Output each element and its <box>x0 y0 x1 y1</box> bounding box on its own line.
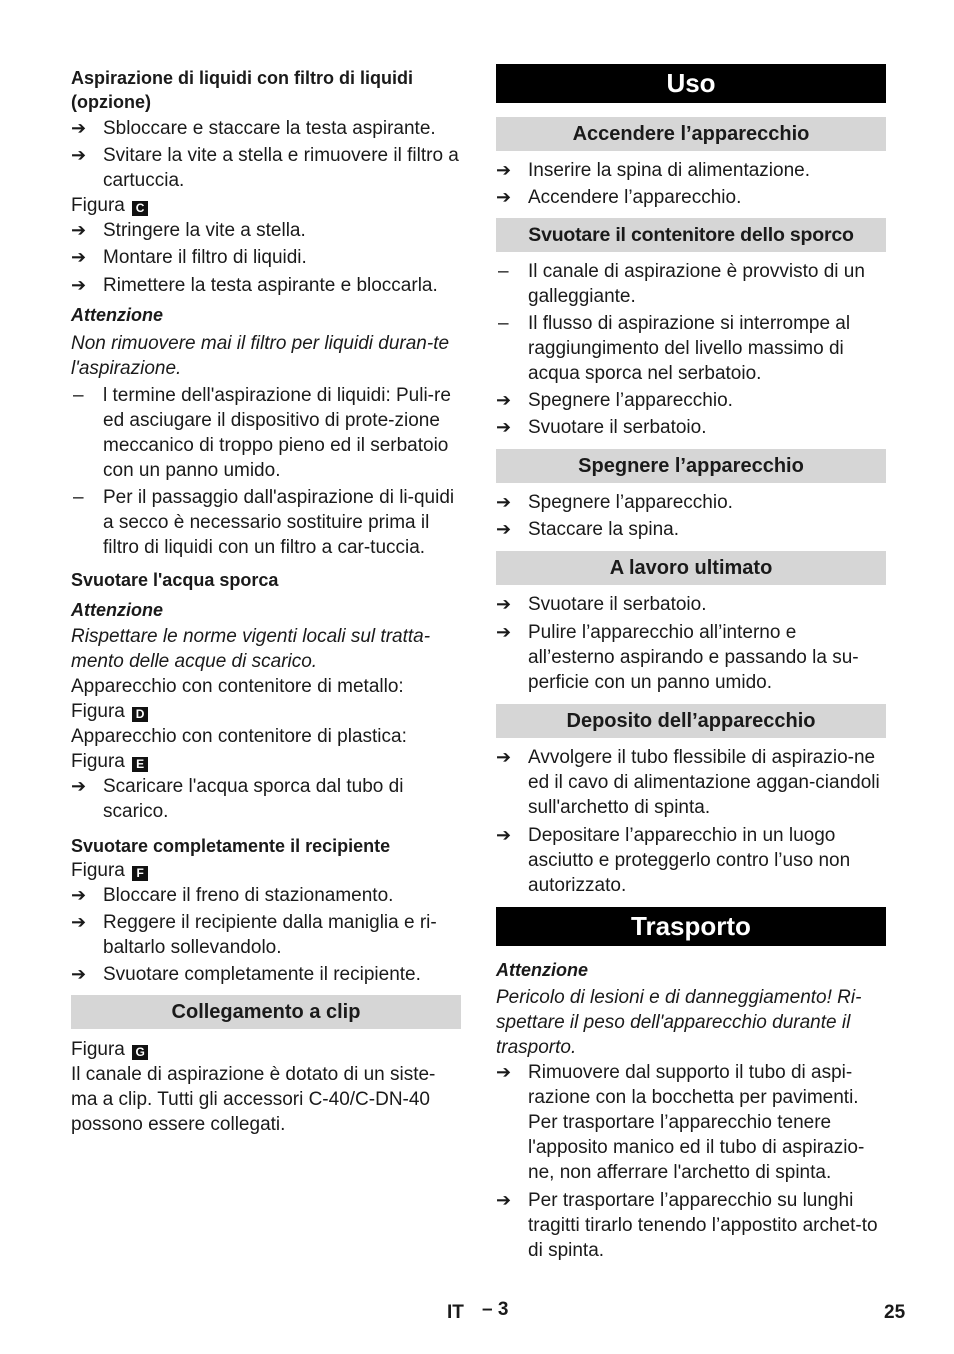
figure-ref: Figura E <box>71 749 461 774</box>
section-bar-clip: Collegamento a clip <box>71 995 461 1029</box>
step-item: ➔ Sbloccare e staccare la testa aspirante. <box>71 118 436 139</box>
arrow-right-icon: ➔ <box>71 247 87 267</box>
arrow-right-icon: ➔ <box>71 275 87 295</box>
section-bar-switch-off: Spegnere l’apparecchio <box>496 449 886 483</box>
step-item: ➔ Svuotare il serbatoio. <box>496 594 707 615</box>
step-item: ➔ Depositare l’apparecchio in un luogo asciutto e proteggerlo contro l’uso non autorizzato. <box>496 825 851 896</box>
arrow-right-icon: ➔ <box>496 1190 512 1210</box>
section-bar-switch-on: Accendere l’apparecchio <box>496 117 886 151</box>
metal-container-text: Apparecchio con contenitore di metallo: <box>71 676 404 697</box>
attention-label: Attenzione <box>496 960 588 980</box>
arrow-right-icon: ➔ <box>496 390 512 410</box>
arrow-right-icon: ➔ <box>71 220 87 240</box>
arrow-right-icon: ➔ <box>496 417 512 437</box>
right-column <box>496 64 886 1263</box>
arrow-right-icon: ➔ <box>496 747 512 767</box>
figure-g-badge: G <box>132 1045 148 1060</box>
arrow-right-icon: ➔ <box>71 964 87 984</box>
figure-ref: Figura D <box>71 699 461 724</box>
figure-d-badge: D <box>132 707 148 722</box>
step-item: ➔ Bloccare il freno di stazionamento. <box>71 885 394 906</box>
dash-icon: – <box>73 487 84 508</box>
step-item: ➔ Montare il filtro di liquidi. <box>71 247 307 268</box>
left-column <box>71 64 461 1137</box>
clip-text: Il canale di aspirazione è dotato di un siste-ma a clip. Tutti gli accessori C-40/C-DN-40 possono essere collegati. <box>71 1064 436 1135</box>
attention-label: Attenzione <box>71 305 163 325</box>
step-item: ➔ Svitare la vite a stella e rimuovere il filtro a cartuccia. <box>71 145 459 191</box>
heading-empty-completely: Svuotare completamente il recipiente <box>71 836 391 856</box>
dash-icon: – <box>498 261 509 282</box>
arrow-right-icon: ➔ <box>496 160 512 180</box>
step-item: ➔ Spegnere l’apparecchio. <box>496 390 733 411</box>
arrow-right-icon: ➔ <box>71 145 87 165</box>
arrow-right-icon: ➔ <box>71 912 87 932</box>
arrow-right-icon: ➔ <box>71 118 87 138</box>
attention-label: Attenzione <box>71 600 163 620</box>
heading-dirty-water: Svuotare l'acqua sporca <box>71 570 279 590</box>
section-bar-empty: Svuotare il contenitore dello sporco <box>496 218 886 252</box>
step-item: ➔ Accendere l’apparecchio. <box>496 187 742 208</box>
step-item: ➔ Inserire la spina di alimentazione. <box>496 160 810 181</box>
heading-liquid-filter: Aspirazione di liquidi con filtro di liquidi (opzione) <box>71 68 413 112</box>
step-item: ➔ Reggere il recipiente dalla maniglia e ri-baltarlo sollevandolo. <box>71 912 437 958</box>
arrow-right-icon: ➔ <box>496 519 512 539</box>
figure-e-badge: E <box>132 757 148 772</box>
figure-ref: Figura G <box>71 1037 461 1062</box>
figure-ref: Figura F <box>71 858 461 883</box>
footer-page-number: 25 <box>884 1302 906 1323</box>
section-bar-storage: Deposito dell’apparecchio <box>496 704 886 738</box>
footer-language: IT <box>447 1302 464 1323</box>
attention-text: Pericolo di lesioni e di danneggiamento! Ri-spettare il peso dell'apparecchio durante il trasporto. <box>496 987 862 1058</box>
figure-ref: Figura C <box>71 193 461 218</box>
step-item: ➔ Svuotare completamente il recipiente. <box>71 964 421 985</box>
bullet-item: – Il flusso di aspirazione si interrompe al raggiungimento del livello massimo di acqua sporca nel serbatoio. <box>498 313 851 384</box>
arrow-right-icon: ➔ <box>496 187 512 207</box>
step-item: ➔ Pulire l’apparecchio all’interno e all’esterno aspirando e passando la su-perficie con un panno umido. <box>496 622 859 693</box>
chapter-bar-trasporto: Trasporto <box>496 907 886 946</box>
attention-text: Non rimuovere mai il filtro per liquidi duran-te l'aspirazione. <box>71 333 450 379</box>
arrow-right-icon: ➔ <box>496 492 512 512</box>
step-item: ➔ Rimettere la testa aspirante e bloccarla. <box>71 275 438 296</box>
arrow-right-icon: ➔ <box>71 776 87 796</box>
step-item: ➔ Per trasportare l’apparecchio su lunghi tragitti tirarlo tenendo l’appostito archet-to di spinta. <box>496 1190 878 1261</box>
arrow-right-icon: ➔ <box>71 885 87 905</box>
dash-icon: – <box>73 385 84 406</box>
figure-c-badge: C <box>132 201 148 216</box>
step-item: ➔ Stringere la vite a stella. <box>71 220 306 241</box>
section-bar-work-done: A lavoro ultimato <box>496 551 886 585</box>
plastic-container-text: Apparecchio con contenitore di plastica: <box>71 726 407 747</box>
arrow-right-icon: ➔ <box>496 622 512 642</box>
figure-f-badge: F <box>132 866 148 881</box>
bullet-item: – Il canale di aspirazione è provvisto di un galleggiante. <box>498 261 865 307</box>
step-item: ➔ Spegnere l’apparecchio. <box>496 492 733 513</box>
arrow-right-icon: ➔ <box>496 594 512 614</box>
step-item: ➔ Svuotare il serbatoio. <box>496 417 707 438</box>
footer-chapter-page: – 3 <box>482 1299 509 1320</box>
step-item: ➔ Staccare la spina. <box>496 519 680 540</box>
arrow-right-icon: ➔ <box>496 1062 512 1082</box>
step-item: ➔ Avvolgere il tubo flessibile di aspirazio-ne ed il cavo di alimentazione aggan-ciandoli sull'archetto di spinta. <box>496 747 880 818</box>
bullet-item: – Per il passaggio dall'aspirazione di li-quidi a secco è necessario sostituire prima il filtro di liquidi con un filtro a car-tuccia. <box>73 487 455 558</box>
chapter-bar-uso: Uso <box>496 64 886 103</box>
attention-text: Rispettare le norme vigenti locali sul tratta-mento delle acque di scarico. <box>71 626 431 672</box>
arrow-right-icon: ➔ <box>496 825 512 845</box>
step-item: ➔ Rimuovere dal supporto il tubo di aspi-razione con la bocchetta per pavimenti. Per trasportare l’apparecchio tenere l'apposito manico ed il tubo di aspirazio-ne, non afferrare l'archetto di spinta. <box>496 1062 865 1183</box>
bullet-item: – l termine dell'aspirazione di liquidi: Puli-re ed asciugare il dispositivo di prote-zione meccanico di troppo pieno ed il serbatoio con un panno umido. <box>73 385 451 481</box>
step-item: ➔ Scaricare l'acqua sporca dal tubo di scarico. <box>71 776 404 822</box>
dash-icon: – <box>498 313 509 334</box>
